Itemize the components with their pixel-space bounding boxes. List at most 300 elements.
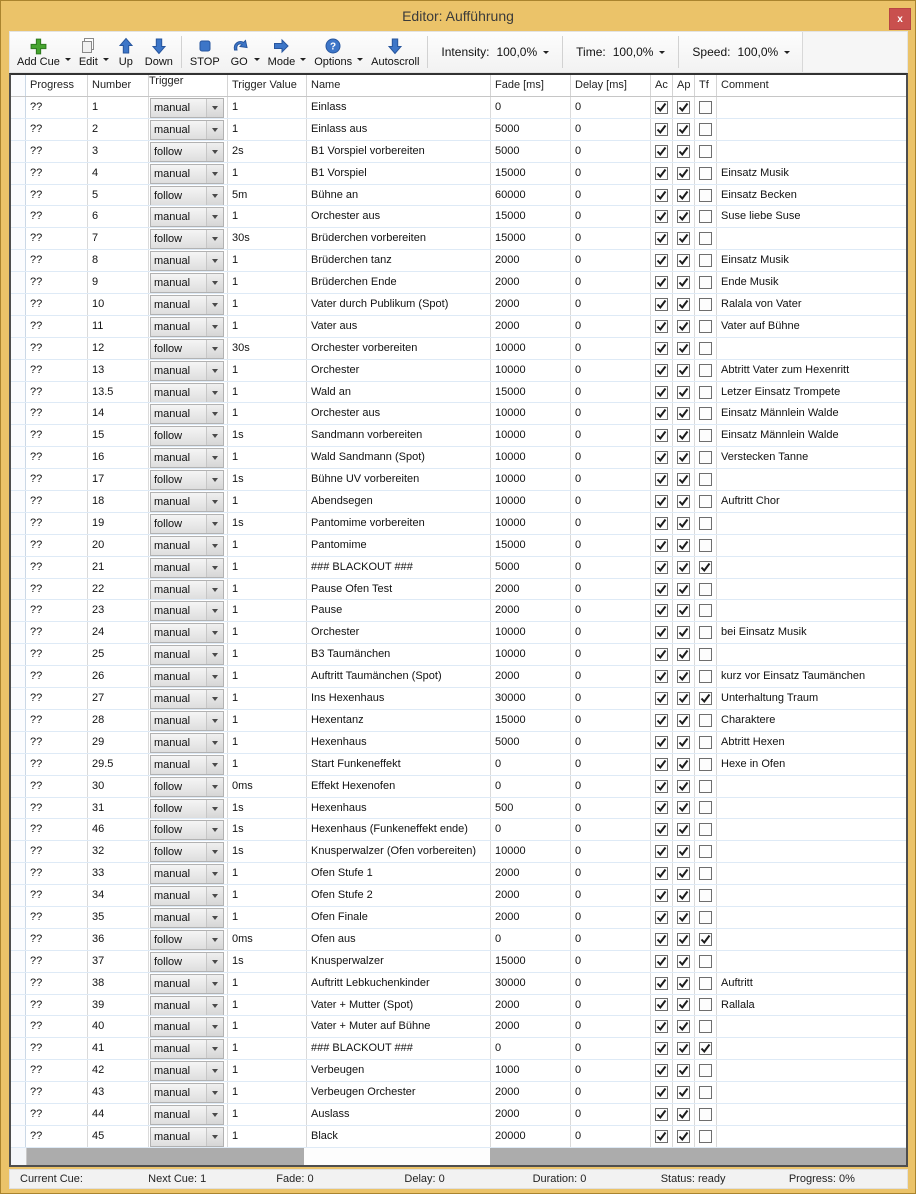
tf-checkbox[interactable]: [695, 907, 717, 928]
table-row[interactable]: [11, 1038, 906, 1060]
scrollbar-thumb[interactable]: [304, 1148, 490, 1165]
table-row[interactable]: [11, 666, 906, 688]
row-selector[interactable]: [11, 819, 26, 840]
trigger-dropdown[interactable]: [149, 447, 228, 468]
column-header-fade-ms[interactable]: Fade [ms]: [491, 75, 571, 96]
chevron-down-icon[interactable]: [206, 427, 223, 445]
row-selector[interactable]: [11, 732, 26, 753]
row-selector[interactable]: [11, 360, 26, 381]
table-row[interactable]: [11, 841, 906, 863]
ac-checkbox[interactable]: [651, 163, 673, 184]
ac-checkbox[interactable]: [651, 425, 673, 446]
trigger-dropdown[interactable]: [149, 1104, 228, 1125]
table-row[interactable]: [11, 447, 906, 469]
row-selector[interactable]: [11, 403, 26, 424]
column-header-ac[interactable]: Ac: [651, 75, 673, 96]
ac-checkbox[interactable]: [651, 863, 673, 884]
tf-checkbox[interactable]: [695, 732, 717, 753]
chevron-down-icon[interactable]: [206, 471, 223, 489]
chevron-down-icon[interactable]: [206, 384, 223, 402]
ap-checkbox[interactable]: [673, 688, 695, 709]
table-row[interactable]: [11, 579, 906, 601]
column-header-progress[interactable]: Progress: [26, 75, 88, 96]
tf-checkbox[interactable]: [695, 206, 717, 227]
ac-checkbox[interactable]: [651, 513, 673, 534]
ac-checkbox[interactable]: [651, 907, 673, 928]
row-selector[interactable]: [11, 294, 26, 315]
chevron-down-icon[interactable]: [206, 865, 223, 883]
ap-checkbox[interactable]: [673, 600, 695, 621]
trigger-dropdown[interactable]: [149, 338, 228, 359]
row-selector[interactable]: [11, 600, 26, 621]
table-row[interactable]: [11, 622, 906, 644]
chevron-down-icon[interactable]: [206, 252, 223, 270]
tf-checkbox[interactable]: [695, 1082, 717, 1103]
ac-checkbox[interactable]: [651, 272, 673, 293]
ap-checkbox[interactable]: [673, 732, 695, 753]
ap-checkbox[interactable]: [673, 907, 695, 928]
row-selector[interactable]: [11, 250, 26, 271]
chevron-down-icon[interactable]: [206, 121, 223, 139]
down-button[interactable]: [140, 33, 178, 71]
row-selector[interactable]: [11, 97, 26, 118]
table-row[interactable]: [11, 513, 906, 535]
add-cue-dropdown-arrow[interactable]: [65, 33, 74, 71]
ac-checkbox[interactable]: [651, 754, 673, 775]
trigger-dropdown[interactable]: [149, 995, 228, 1016]
table-row[interactable]: [11, 1104, 906, 1126]
chevron-down-icon[interactable]: [206, 143, 223, 161]
table-row[interactable]: [11, 973, 906, 995]
trigger-dropdown[interactable]: [149, 557, 228, 578]
ap-checkbox[interactable]: [673, 995, 695, 1016]
row-selector[interactable]: [11, 141, 26, 162]
tf-checkbox[interactable]: [695, 1104, 717, 1125]
ap-checkbox[interactable]: [673, 163, 695, 184]
ap-checkbox[interactable]: [673, 579, 695, 600]
column-header-trigger-value[interactable]: Trigger Value: [228, 75, 307, 96]
time-field[interactable]: [566, 33, 675, 71]
ac-checkbox[interactable]: [651, 666, 673, 687]
trigger-dropdown[interactable]: [149, 360, 228, 381]
tf-checkbox[interactable]: [695, 141, 717, 162]
trigger-dropdown[interactable]: [149, 732, 228, 753]
table-row[interactable]: [11, 338, 906, 360]
table-row[interactable]: [11, 141, 906, 163]
mode-dropdown-arrow[interactable]: [300, 33, 309, 71]
ap-checkbox[interactable]: [673, 316, 695, 337]
table-row[interactable]: [11, 929, 906, 951]
trigger-dropdown[interactable]: [149, 907, 228, 928]
row-selector[interactable]: [11, 491, 26, 512]
ap-checkbox[interactable]: [673, 776, 695, 797]
row-selector[interactable]: [11, 841, 26, 862]
tf-checkbox[interactable]: [695, 316, 717, 337]
up-button[interactable]: [112, 33, 140, 71]
chevron-down-icon[interactable]: [206, 187, 223, 205]
row-selector[interactable]: [11, 644, 26, 665]
tf-checkbox[interactable]: [695, 513, 717, 534]
row-selector[interactable]: [11, 185, 26, 206]
ap-checkbox[interactable]: [673, 644, 695, 665]
table-row[interactable]: [11, 228, 906, 250]
trigger-dropdown[interactable]: [149, 951, 228, 972]
ap-checkbox[interactable]: [673, 97, 695, 118]
ac-checkbox[interactable]: [651, 469, 673, 490]
row-selector[interactable]: [11, 469, 26, 490]
ac-checkbox[interactable]: [651, 447, 673, 468]
row-selector[interactable]: [11, 688, 26, 709]
row-selector[interactable]: [11, 929, 26, 950]
chevron-down-icon[interactable]: [206, 1018, 223, 1036]
table-row[interactable]: [11, 163, 906, 185]
add-cue-button[interactable]: [12, 33, 65, 71]
trigger-dropdown[interactable]: [149, 535, 228, 556]
chevron-down-icon[interactable]: [206, 296, 223, 314]
row-selector[interactable]: [11, 863, 26, 884]
table-row[interactable]: [11, 754, 906, 776]
trigger-dropdown[interactable]: [149, 1126, 228, 1147]
chevron-down-icon[interactable]: [206, 931, 223, 949]
chevron-down-icon[interactable]: [206, 362, 223, 380]
ap-checkbox[interactable]: [673, 513, 695, 534]
trigger-dropdown[interactable]: [149, 513, 228, 534]
tf-checkbox[interactable]: [695, 710, 717, 731]
row-selector[interactable]: [11, 1060, 26, 1081]
tf-checkbox[interactable]: [695, 1060, 717, 1081]
trigger-dropdown[interactable]: [149, 841, 228, 862]
ac-checkbox[interactable]: [651, 141, 673, 162]
ap-checkbox[interactable]: [673, 360, 695, 381]
tf-checkbox[interactable]: [695, 228, 717, 249]
row-selector[interactable]: [11, 206, 26, 227]
horizontal-scrollbar[interactable]: [11, 1148, 906, 1165]
table-row[interactable]: [11, 557, 906, 579]
ac-checkbox[interactable]: [651, 951, 673, 972]
row-selector[interactable]: [11, 338, 26, 359]
trigger-dropdown[interactable]: [149, 863, 228, 884]
table-row[interactable]: [11, 360, 906, 382]
options-dropdown-arrow[interactable]: [357, 33, 366, 71]
chevron-down-icon[interactable]: [206, 778, 223, 796]
ap-checkbox[interactable]: [673, 885, 695, 906]
chevron-down-icon[interactable]: [206, 953, 223, 971]
trigger-dropdown[interactable]: [149, 469, 228, 490]
table-row[interactable]: [11, 732, 906, 754]
chevron-down-icon[interactable]: [206, 909, 223, 927]
go-dropdown-arrow[interactable]: [254, 33, 263, 71]
speed-field[interactable]: [682, 33, 800, 71]
row-selector[interactable]: [11, 1082, 26, 1103]
ac-checkbox[interactable]: [651, 1104, 673, 1125]
chevron-down-icon[interactable]: [206, 493, 223, 511]
tf-checkbox[interactable]: [695, 600, 717, 621]
trigger-dropdown[interactable]: [149, 382, 228, 403]
chevron-down-icon[interactable]: [206, 756, 223, 774]
trigger-dropdown[interactable]: [149, 1060, 228, 1081]
tf-checkbox[interactable]: [695, 863, 717, 884]
ap-checkbox[interactable]: [673, 447, 695, 468]
chevron-down-icon[interactable]: [206, 712, 223, 730]
row-selector[interactable]: [11, 382, 26, 403]
column-header-tf[interactable]: Tf: [695, 75, 717, 96]
tf-checkbox[interactable]: [695, 951, 717, 972]
chevron-down-icon[interactable]: [206, 208, 223, 226]
trigger-dropdown[interactable]: [149, 666, 228, 687]
row-selector[interactable]: [11, 754, 26, 775]
chevron-down-icon[interactable]: [206, 515, 223, 533]
trigger-dropdown[interactable]: [149, 425, 228, 446]
ac-checkbox[interactable]: [651, 360, 673, 381]
ap-checkbox[interactable]: [673, 1038, 695, 1059]
chevron-down-icon[interactable]: [206, 734, 223, 752]
chevron-down-icon[interactable]: [659, 51, 665, 54]
table-row[interactable]: [11, 819, 906, 841]
tf-checkbox[interactable]: [695, 688, 717, 709]
tf-checkbox[interactable]: [695, 163, 717, 184]
tf-checkbox[interactable]: [695, 272, 717, 293]
tf-checkbox[interactable]: [695, 97, 717, 118]
table-row[interactable]: [11, 491, 906, 513]
trigger-dropdown[interactable]: [149, 754, 228, 775]
row-selector[interactable]: [11, 622, 26, 643]
options-button[interactable]: [309, 33, 357, 71]
ac-checkbox[interactable]: [651, 798, 673, 819]
ac-checkbox[interactable]: [651, 316, 673, 337]
table-row[interactable]: [11, 798, 906, 820]
chevron-down-icon[interactable]: [206, 602, 223, 620]
ac-checkbox[interactable]: [651, 206, 673, 227]
table-row[interactable]: [11, 469, 906, 491]
column-header-number[interactable]: Number: [88, 75, 149, 96]
ac-checkbox[interactable]: [651, 1082, 673, 1103]
trigger-dropdown[interactable]: [149, 798, 228, 819]
ac-checkbox[interactable]: [651, 776, 673, 797]
ac-checkbox[interactable]: [651, 557, 673, 578]
ap-checkbox[interactable]: [673, 1082, 695, 1103]
row-selector[interactable]: [11, 1126, 26, 1147]
column-header-trigger[interactable]: Trigger: [149, 75, 228, 96]
table-row[interactable]: [11, 776, 906, 798]
ap-checkbox[interactable]: [673, 469, 695, 490]
ac-checkbox[interactable]: [651, 579, 673, 600]
tf-checkbox[interactable]: [695, 119, 717, 140]
column-header-name[interactable]: Name: [307, 75, 491, 96]
column-header-comment[interactable]: Comment: [721, 79, 769, 91]
intensity-field[interactable]: [431, 33, 559, 71]
ap-checkbox[interactable]: [673, 382, 695, 403]
table-row[interactable]: [11, 97, 906, 119]
ac-checkbox[interactable]: [651, 688, 673, 709]
table-row[interactable]: [11, 316, 906, 338]
chevron-down-icon[interactable]: [206, 975, 223, 993]
chevron-down-icon[interactable]: [784, 51, 790, 54]
trigger-dropdown[interactable]: [149, 403, 228, 424]
tf-checkbox[interactable]: [695, 250, 717, 271]
row-selector[interactable]: [11, 995, 26, 1016]
trigger-dropdown[interactable]: [149, 316, 228, 337]
tf-checkbox[interactable]: [695, 841, 717, 862]
chevron-down-icon[interactable]: [206, 1084, 223, 1102]
row-selector[interactable]: [11, 710, 26, 731]
tf-checkbox[interactable]: [695, 579, 717, 600]
table-row[interactable]: [11, 272, 906, 294]
ap-checkbox[interactable]: [673, 185, 695, 206]
trigger-dropdown[interactable]: [149, 206, 228, 227]
trigger-dropdown[interactable]: [149, 1016, 228, 1037]
ac-checkbox[interactable]: [651, 382, 673, 403]
chevron-down-icon[interactable]: [206, 449, 223, 467]
tf-checkbox[interactable]: [695, 491, 717, 512]
trigger-dropdown[interactable]: [149, 776, 228, 797]
tf-checkbox[interactable]: [695, 1126, 717, 1147]
edit-button[interactable]: [74, 33, 103, 71]
ac-checkbox[interactable]: [651, 732, 673, 753]
trigger-dropdown[interactable]: [149, 250, 228, 271]
ac-checkbox[interactable]: [651, 1038, 673, 1059]
ac-checkbox[interactable]: [651, 535, 673, 556]
chevron-down-icon[interactable]: [206, 340, 223, 358]
chevron-down-icon[interactable]: [206, 581, 223, 599]
ap-checkbox[interactable]: [673, 535, 695, 556]
tf-checkbox[interactable]: [695, 1038, 717, 1059]
trigger-dropdown[interactable]: [149, 929, 228, 950]
ap-checkbox[interactable]: [673, 206, 695, 227]
row-selector[interactable]: [11, 666, 26, 687]
table-row[interactable]: [11, 951, 906, 973]
autoscroll-button[interactable]: [366, 33, 424, 71]
ac-checkbox[interactable]: [651, 1016, 673, 1037]
ac-checkbox[interactable]: [651, 622, 673, 643]
ap-checkbox[interactable]: [673, 403, 695, 424]
trigger-dropdown[interactable]: [149, 973, 228, 994]
table-row[interactable]: [11, 907, 906, 929]
column-header-ap[interactable]: Ap: [673, 75, 695, 96]
ac-checkbox[interactable]: [651, 995, 673, 1016]
tf-checkbox[interactable]: [695, 535, 717, 556]
chevron-down-icon[interactable]: [206, 646, 223, 664]
ac-checkbox[interactable]: [651, 885, 673, 906]
ap-checkbox[interactable]: [673, 119, 695, 140]
tf-checkbox[interactable]: [695, 995, 717, 1016]
tf-checkbox[interactable]: [695, 666, 717, 687]
trigger-dropdown[interactable]: [149, 491, 228, 512]
row-selector[interactable]: [11, 557, 26, 578]
tf-checkbox[interactable]: [695, 885, 717, 906]
table-row[interactable]: [11, 600, 906, 622]
ac-checkbox[interactable]: [651, 185, 673, 206]
row-selector[interactable]: [11, 316, 26, 337]
trigger-dropdown[interactable]: [149, 688, 228, 709]
chevron-down-icon[interactable]: [206, 1128, 223, 1146]
table-row[interactable]: [11, 1126, 906, 1148]
ac-checkbox[interactable]: [651, 250, 673, 271]
row-selector[interactable]: [11, 1016, 26, 1037]
ap-checkbox[interactable]: [673, 710, 695, 731]
close-button[interactable]: x: [889, 8, 911, 30]
trigger-dropdown[interactable]: [149, 644, 228, 665]
tf-checkbox[interactable]: [695, 403, 717, 424]
chevron-down-icon[interactable]: [206, 1106, 223, 1124]
table-row[interactable]: [11, 250, 906, 272]
table-row[interactable]: [11, 119, 906, 141]
trigger-dropdown[interactable]: [149, 622, 228, 643]
scrollbar-track[interactable]: [27, 1148, 906, 1165]
table-row[interactable]: [11, 688, 906, 710]
trigger-dropdown[interactable]: [149, 819, 228, 840]
ap-checkbox[interactable]: [673, 754, 695, 775]
ac-checkbox[interactable]: [651, 228, 673, 249]
trigger-dropdown[interactable]: [149, 579, 228, 600]
ap-checkbox[interactable]: [673, 491, 695, 512]
chevron-down-icon[interactable]: [206, 559, 223, 577]
tf-checkbox[interactable]: [695, 819, 717, 840]
table-row[interactable]: [11, 425, 906, 447]
trigger-dropdown[interactable]: [149, 141, 228, 162]
tf-checkbox[interactable]: [695, 798, 717, 819]
chevron-down-icon[interactable]: [543, 51, 549, 54]
ap-checkbox[interactable]: [673, 666, 695, 687]
tf-checkbox[interactable]: [695, 294, 717, 315]
table-row[interactable]: [11, 1060, 906, 1082]
tf-checkbox[interactable]: [695, 622, 717, 643]
ac-checkbox[interactable]: [651, 1060, 673, 1081]
ap-checkbox[interactable]: [673, 973, 695, 994]
ac-checkbox[interactable]: [651, 600, 673, 621]
table-row[interactable]: [11, 995, 906, 1017]
ac-checkbox[interactable]: [651, 491, 673, 512]
row-selector[interactable]: [11, 535, 26, 556]
chevron-down-icon[interactable]: [206, 1062, 223, 1080]
ac-checkbox[interactable]: [651, 819, 673, 840]
trigger-dropdown[interactable]: [149, 294, 228, 315]
ap-checkbox[interactable]: [673, 425, 695, 446]
table-row[interactable]: [11, 863, 906, 885]
table-row[interactable]: [11, 403, 906, 425]
trigger-dropdown[interactable]: [149, 97, 228, 118]
ap-checkbox[interactable]: [673, 250, 695, 271]
ac-checkbox[interactable]: [651, 841, 673, 862]
chevron-down-icon[interactable]: [206, 843, 223, 861]
ac-checkbox[interactable]: [651, 644, 673, 665]
row-selector[interactable]: [11, 513, 26, 534]
chevron-down-icon[interactable]: [206, 997, 223, 1015]
ap-checkbox[interactable]: [673, 841, 695, 862]
ac-checkbox[interactable]: [651, 403, 673, 424]
chevron-down-icon[interactable]: [206, 318, 223, 336]
chevron-down-icon[interactable]: [206, 887, 223, 905]
trigger-dropdown[interactable]: [149, 885, 228, 906]
table-row[interactable]: [11, 644, 906, 666]
row-selector[interactable]: [11, 798, 26, 819]
edit-dropdown-arrow[interactable]: [103, 33, 112, 71]
ap-checkbox[interactable]: [673, 929, 695, 950]
chevron-down-icon[interactable]: [206, 668, 223, 686]
ac-checkbox[interactable]: [651, 119, 673, 140]
ap-checkbox[interactable]: [673, 863, 695, 884]
ac-checkbox[interactable]: [651, 973, 673, 994]
row-selector[interactable]: [11, 973, 26, 994]
row-selector[interactable]: [11, 447, 26, 468]
ac-checkbox[interactable]: [651, 1126, 673, 1147]
tf-checkbox[interactable]: [695, 929, 717, 950]
row-selector[interactable]: [11, 228, 26, 249]
table-row[interactable]: [11, 1082, 906, 1104]
chevron-down-icon[interactable]: [206, 690, 223, 708]
chevron-down-icon[interactable]: [206, 821, 223, 839]
column-header-delay-ms[interactable]: Delay [ms]: [571, 75, 651, 96]
trigger-dropdown[interactable]: [149, 1082, 228, 1103]
